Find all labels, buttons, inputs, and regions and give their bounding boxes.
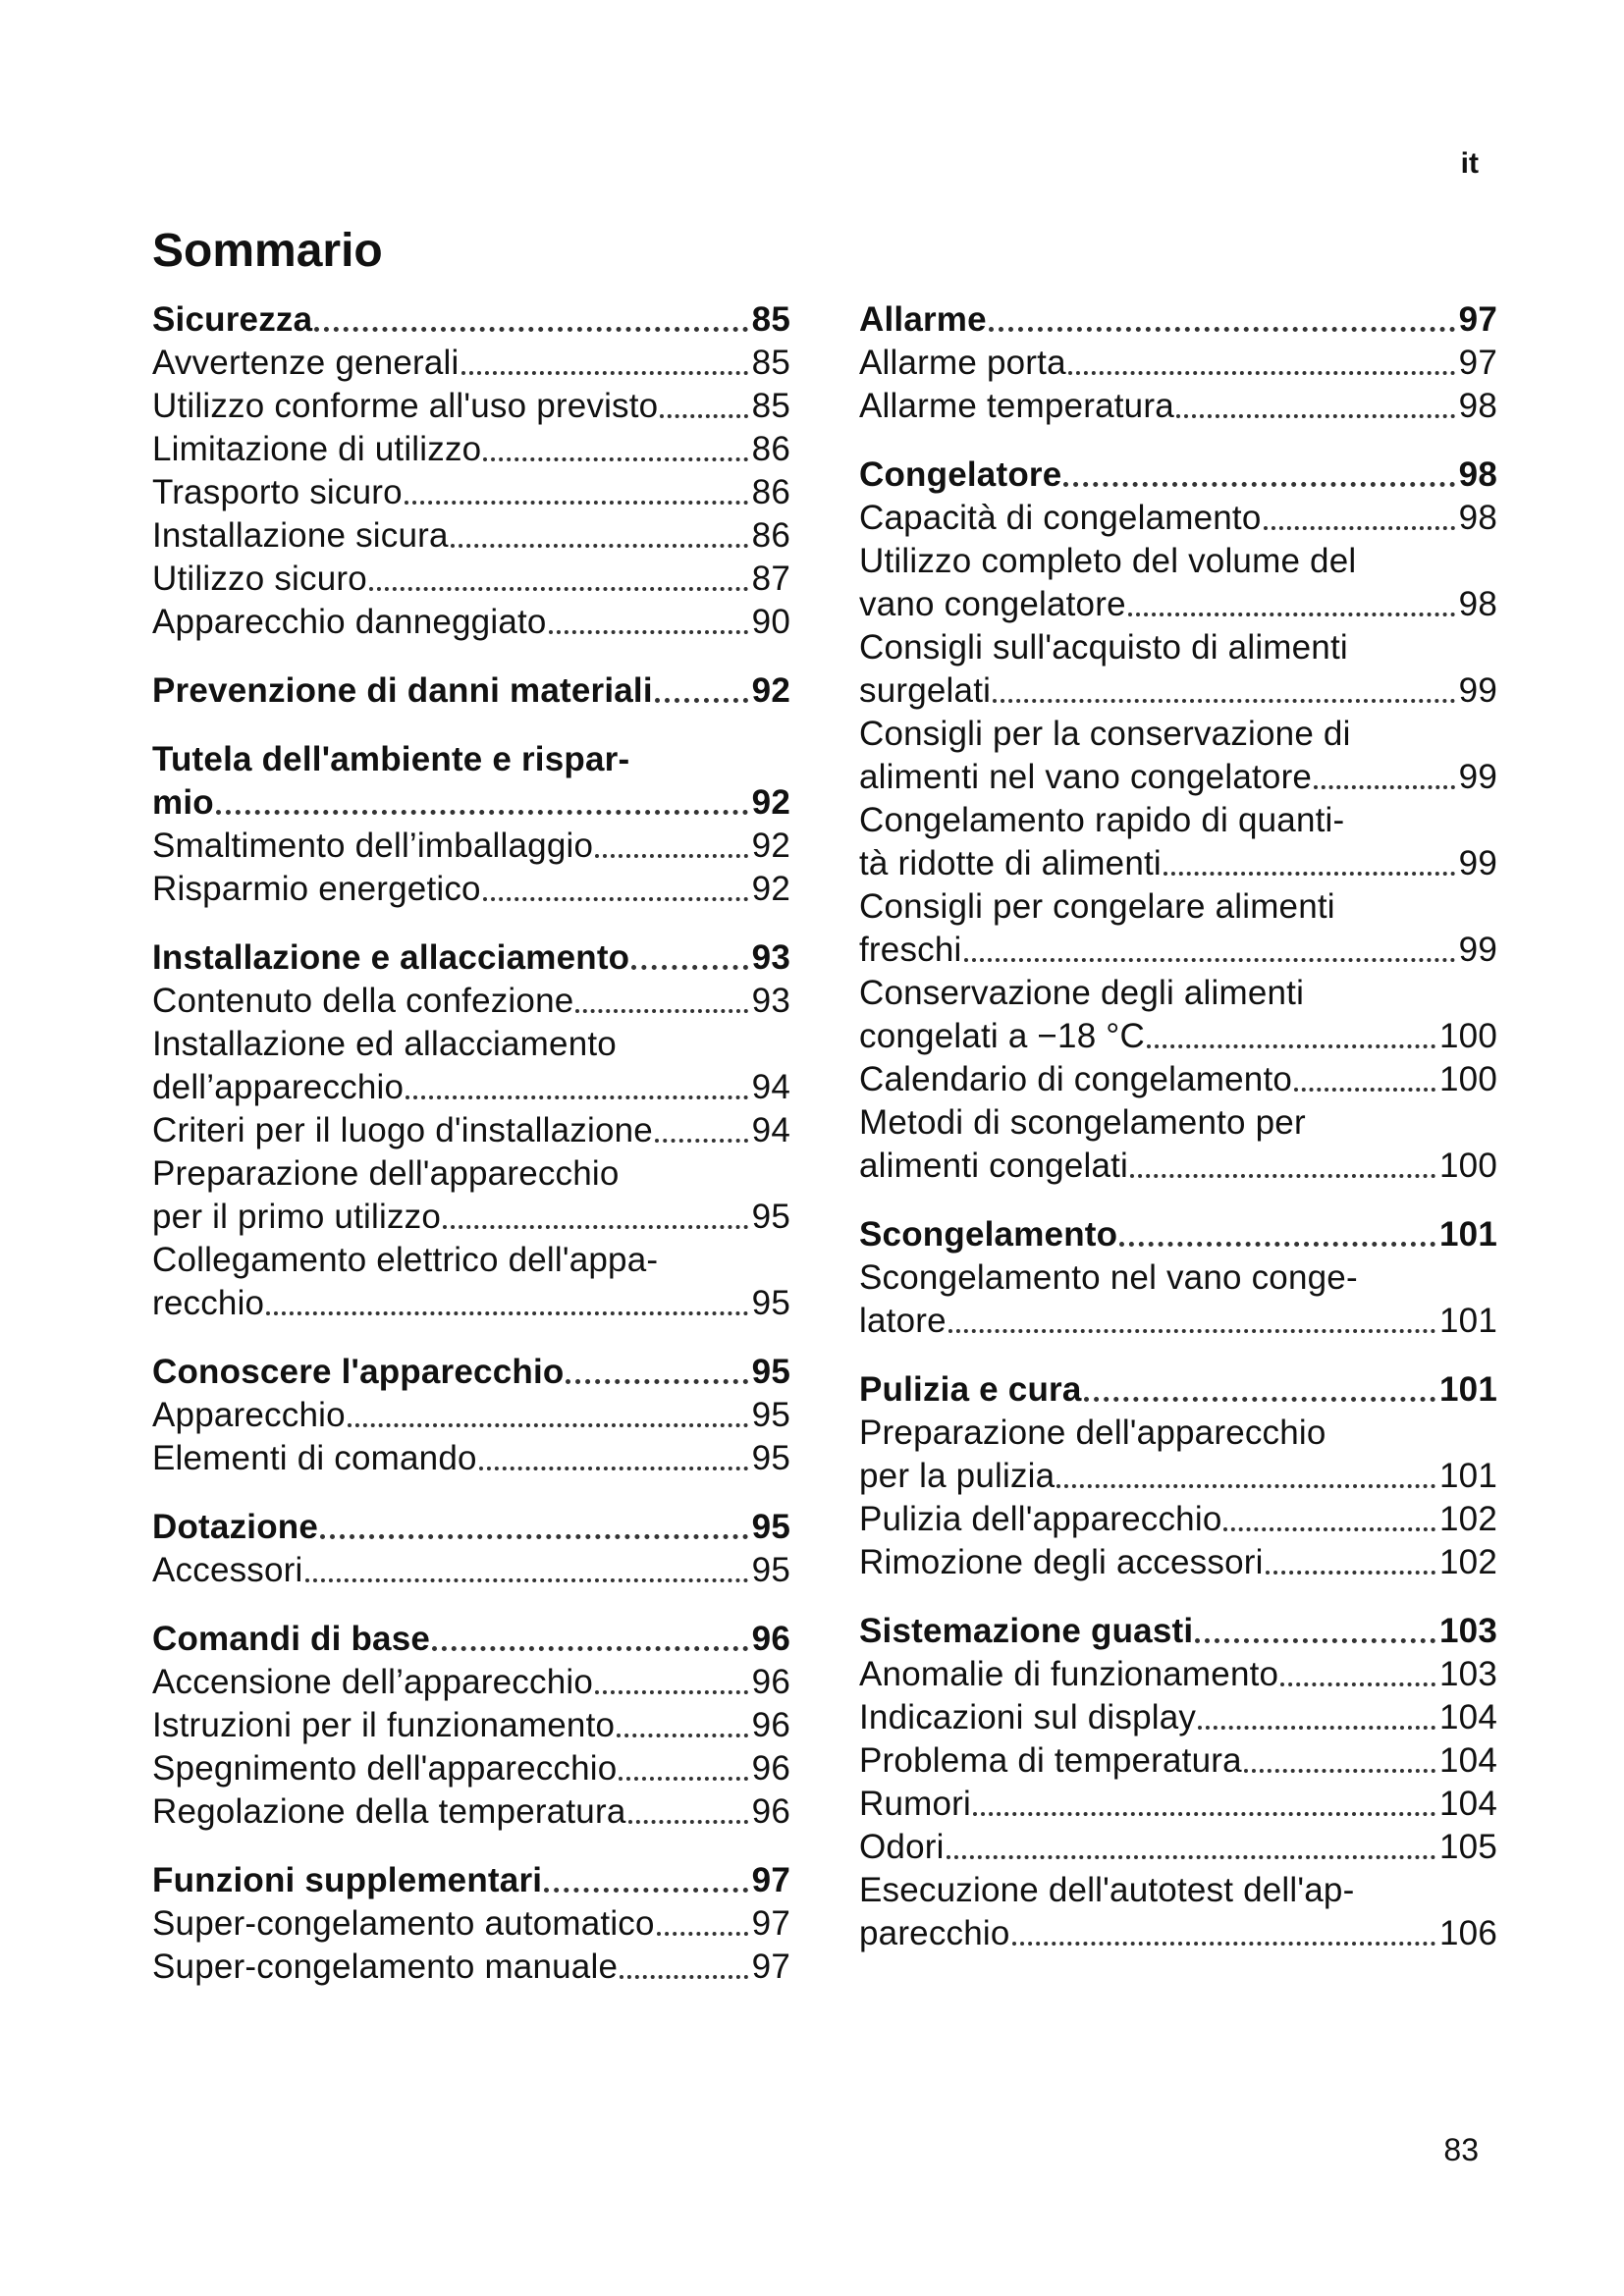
dot-leader: [348, 1423, 748, 1427]
toc-entry-text: Elementi di comando: [152, 1439, 477, 1477]
toc-page-number: 100: [1439, 1060, 1497, 1098]
toc-entry[interactable]: [152, 980, 790, 1023]
toc-page-number: 97: [1458, 344, 1497, 382]
toc-entry-text: Calendario di congelamento: [859, 1060, 1293, 1098]
toc-section: [152, 298, 790, 644]
toc-entry-text: Regolazione della temperatura: [152, 1792, 626, 1831]
toc-section-heading[interactable]: [859, 1213, 1497, 1256]
toc-section-heading[interactable]: [152, 1351, 790, 1394]
dot-leader: [655, 698, 748, 703]
toc-entry-text: per il primo utilizzo: [152, 1198, 442, 1236]
dot-leader: [1176, 414, 1455, 418]
toc-section: [152, 669, 790, 713]
toc-entry-text: Contenuto della confezione: [152, 982, 574, 1020]
dot-leader: [1012, 1942, 1435, 1946]
toc-page-number: 103: [1439, 1655, 1497, 1693]
toc-entry[interactable]: [152, 428, 790, 471]
dot-leader: [443, 1225, 748, 1229]
toc-entry[interactable]: [859, 1541, 1497, 1584]
toc-page-number: 92: [751, 783, 790, 822]
toc-section-heading[interactable]: [859, 298, 1497, 342]
toc-entry[interactable]: [152, 514, 790, 558]
toc-page-number: 96: [751, 1749, 790, 1788]
dot-leader: [620, 1975, 748, 1979]
toc-entry-text: Istruzioni per il funzionamento: [152, 1706, 616, 1744]
dot-leader: [461, 371, 748, 375]
toc-section: [152, 738, 790, 911]
toc-entry[interactable]: [152, 1902, 790, 1946]
toc-entry-text: congelati a −18 °C: [859, 1017, 1145, 1055]
toc-page-number: 94: [751, 1068, 790, 1106]
toc-section: [859, 1610, 1497, 1955]
dot-leader: [1244, 1769, 1435, 1773]
toc-section: [152, 1859, 790, 1989]
toc-entry-text: Prevenzione di danni materiali: [152, 671, 653, 710]
dot-leader: [617, 1734, 747, 1737]
toc-page-number: 93: [751, 938, 790, 977]
toc-entry-text: Criteri per il luogo d'installazione: [152, 1111, 653, 1149]
toc-page-number: 100: [1439, 1147, 1497, 1185]
dot-leader: [1164, 872, 1455, 876]
toc-entry[interactable]: [152, 1109, 790, 1152]
toc-entry-text: mio: [152, 783, 214, 822]
toc-entry-text: surgelati: [859, 671, 992, 710]
toc-page-number: 96: [751, 1792, 790, 1831]
toc-page-number: 101: [1439, 1215, 1497, 1254]
toc-entry[interactable]: [859, 1101, 1497, 1188]
toc-entry-text: Pulizia e cura: [859, 1370, 1082, 1409]
toc-page-number: 98: [1458, 499, 1497, 537]
toc-entry[interactable]: [152, 1394, 790, 1437]
toc-entry-text: dell’apparecchio: [152, 1068, 405, 1106]
toc-entry-text: Capacità di congelamento: [859, 499, 1262, 537]
toc-entry-text: Sicurezza: [152, 300, 313, 339]
toc-entry[interactable]: [859, 1498, 1497, 1541]
toc-entry[interactable]: [152, 1946, 790, 1989]
dot-leader: [948, 1329, 1435, 1333]
dot-leader: [619, 1777, 747, 1781]
toc-entry-text: Installazione e allacciamento: [152, 938, 630, 977]
toc-entry-text: Accessori: [152, 1551, 303, 1589]
toc-entry[interactable]: [152, 1437, 790, 1480]
toc-page-number: 95: [751, 1551, 790, 1589]
toc-entry[interactable]: [859, 1869, 1497, 1955]
toc-page-number: 103: [1439, 1612, 1497, 1650]
toc-entry[interactable]: [859, 1739, 1497, 1783]
toc-entry-text: Super-congelamento manuale: [152, 1948, 619, 1986]
toc-entry-text-line: Tutela dell'ambiente e rispar-: [152, 740, 630, 778]
toc-entry[interactable]: [859, 342, 1497, 385]
dot-leader: [1266, 1571, 1435, 1575]
dot-leader: [1195, 1638, 1435, 1643]
dot-leader: [1130, 1174, 1435, 1178]
toc-page-number: 99: [1458, 931, 1497, 969]
toc-entry-text-line: Esecuzione dell'autotest dell'ap-: [859, 1871, 1355, 1909]
dot-leader: [1119, 1242, 1435, 1247]
dot-leader: [544, 1888, 747, 1893]
dot-leader: [483, 897, 748, 901]
toc-section: [152, 1506, 790, 1592]
toc-section-heading[interactable]: [859, 1610, 1497, 1653]
dot-leader: [479, 1467, 748, 1470]
toc-entry-text: Allarme: [859, 300, 987, 339]
toc-page-number: 102: [1439, 1500, 1497, 1538]
toc-section-heading[interactable]: [152, 1618, 790, 1661]
toc-section: [152, 1351, 790, 1480]
toc-entry-text: Utilizzo conforme all'uso previsto: [152, 387, 659, 425]
toc-entry[interactable]: [859, 1783, 1497, 1826]
toc-entry-text: Rimozione degli accessori: [859, 1543, 1264, 1581]
toc-entry-text: alimenti congelati: [859, 1147, 1129, 1185]
toc-entry[interactable]: [859, 972, 1497, 1058]
toc-entry-text-line: Utilizzo completo del volume del: [859, 542, 1357, 580]
dot-leader: [655, 1139, 748, 1143]
toc-entry-text: Allarme temperatura: [859, 387, 1174, 425]
toc-page-number: 101: [1439, 1370, 1497, 1409]
dot-leader: [631, 965, 747, 970]
toc-entry-text: Rumori: [859, 1785, 971, 1823]
toc-entry-text: Apparecchio danneggiato: [152, 603, 547, 641]
toc-entry-text-line: Installazione ed allacciamento: [152, 1025, 617, 1063]
dot-leader: [320, 1534, 748, 1539]
dot-leader: [628, 1820, 748, 1824]
dot-leader: [973, 1812, 1435, 1816]
dot-leader: [432, 1646, 748, 1651]
toc-entry[interactable]: [152, 342, 790, 385]
dot-leader: [989, 327, 1455, 332]
toc-page-number: 99: [1458, 758, 1497, 796]
toc-page-number: 95: [751, 1284, 790, 1322]
toc-page-number: 104: [1439, 1698, 1497, 1736]
toc-section-heading[interactable]: [152, 298, 790, 342]
toc-section-heading[interactable]: [152, 1859, 790, 1902]
toc-page-number: 85: [751, 300, 790, 339]
dot-leader: [305, 1578, 748, 1582]
toc-entry-text: Super-congelamento automatico: [152, 1904, 655, 1943]
dot-leader: [1056, 1484, 1435, 1488]
toc-column-left: [152, 298, 790, 2014]
toc-entry-text: Problema di temperatura: [859, 1741, 1242, 1780]
dot-leader: [964, 958, 1455, 962]
dot-leader: [1223, 1527, 1435, 1531]
dot-leader: [947, 1855, 1435, 1859]
dot-leader: [549, 630, 748, 634]
toc-entry[interactable]: [859, 540, 1497, 626]
toc-entry-text: Comandi di base: [152, 1620, 431, 1658]
toc-entry-text-line: Preparazione dell'apparecchio: [152, 1154, 620, 1193]
toc-section: [859, 1213, 1497, 1343]
toc-entry-text: Accensione dell’apparecchio: [152, 1663, 594, 1701]
page-title: Sommario: [152, 225, 383, 277]
dot-leader: [1063, 482, 1454, 487]
toc-entry-text: recchio: [152, 1284, 265, 1322]
toc-page-number: 96: [751, 1620, 790, 1658]
toc-section-heading[interactable]: [859, 454, 1497, 497]
toc-page-number: 87: [751, 560, 790, 598]
toc-entry-text: alimenti nel vano congelatore: [859, 758, 1313, 796]
toc-page-number: 105: [1439, 1828, 1497, 1866]
toc-entry-text: Allarme porta: [859, 344, 1066, 382]
toc-page-number: 86: [751, 430, 790, 468]
toc-page-number: 104: [1439, 1741, 1497, 1780]
dot-leader: [216, 810, 748, 815]
dot-leader: [1198, 1726, 1435, 1730]
toc-page-number: 95: [751, 1508, 790, 1546]
toc-entry-text: Limitazione di utilizzo: [152, 430, 482, 468]
dot-leader: [1294, 1088, 1435, 1092]
toc-section-heading[interactable]: [152, 936, 790, 980]
toc-page-number: 102: [1439, 1543, 1497, 1581]
toc-page-number: 92: [751, 870, 790, 908]
toc-entry-text-line: Consigli per la conservazione di: [859, 715, 1351, 753]
toc-page-number: 97: [751, 1904, 790, 1943]
toc-page-number: 92: [751, 827, 790, 865]
toc-entry-text: Congelatore: [859, 455, 1062, 494]
toc-entry-text: Smaltimento dell’imballaggio: [152, 827, 594, 865]
toc-entry-text: Dotazione: [152, 1508, 319, 1546]
toc-entry[interactable]: [152, 1023, 790, 1109]
toc-entry[interactable]: [859, 1653, 1497, 1696]
toc-page-number: 96: [751, 1706, 790, 1744]
toc-entry[interactable]: [859, 385, 1497, 428]
toc-page-number: 94: [751, 1111, 790, 1149]
toc-entry[interactable]: [859, 1256, 1497, 1343]
toc-entry-text-line: Collegamento elettrico dell'appa-: [152, 1241, 659, 1279]
toc-section-heading[interactable]: [152, 1506, 790, 1549]
toc-entry-text: Avvertenze generali: [152, 344, 460, 382]
dot-leader: [657, 1932, 748, 1936]
toc-entry[interactable]: [152, 825, 790, 868]
toc-entry-text: latore: [859, 1302, 947, 1340]
toc-entry[interactable]: [152, 1661, 790, 1704]
dot-leader: [1068, 371, 1455, 375]
dot-leader: [595, 854, 748, 858]
toc-section: [859, 1368, 1497, 1584]
dot-leader: [451, 544, 748, 548]
toc-entry-text: Trasporto sicuro: [152, 473, 403, 511]
toc-entry-text: freschi: [859, 931, 962, 969]
dot-leader: [566, 1379, 747, 1384]
toc-entry-text-line: Metodi di scongelamento per: [859, 1103, 1306, 1142]
dot-leader: [575, 1009, 747, 1013]
toc-entry[interactable]: [152, 868, 790, 911]
toc-entry[interactable]: [152, 1549, 790, 1592]
dot-leader: [660, 414, 747, 418]
toc-section: [859, 298, 1497, 428]
dot-leader: [1128, 613, 1455, 616]
toc-entry[interactable]: [152, 1704, 790, 1747]
toc-entry-text: Odori: [859, 1828, 945, 1866]
dot-leader: [369, 587, 748, 591]
toc-entry[interactable]: [859, 497, 1497, 540]
toc-entry-text: Spegnimento dell'apparecchio: [152, 1749, 618, 1788]
toc-page-number: 98: [1458, 455, 1497, 494]
toc-page-number: 90: [751, 603, 790, 641]
page-number: 83: [1443, 2132, 1479, 2167]
toc-section-heading[interactable]: [152, 738, 790, 825]
toc-section-heading[interactable]: [152, 669, 790, 713]
dot-leader: [1280, 1682, 1435, 1686]
toc-entry-text: Utilizzo sicuro: [152, 560, 367, 598]
toc-column-right: [859, 298, 1497, 1981]
toc-page-number: 98: [1458, 585, 1497, 623]
toc-section: [152, 936, 790, 1325]
toc-entry-text: Installazione sicura: [152, 516, 449, 555]
toc-entry[interactable]: [152, 601, 790, 644]
toc-entry-text: Conoscere l'apparecchio: [152, 1353, 565, 1391]
toc-page-number: 99: [1458, 844, 1497, 882]
toc-entry-text: Scongelamento: [859, 1215, 1118, 1254]
toc-page-number: 97: [1458, 300, 1497, 339]
toc-entry-text-line: Consigli per congelare alimenti: [859, 887, 1335, 926]
toc-entry-text: Pulizia dell'apparecchio: [859, 1500, 1222, 1538]
toc-entry-text: Apparecchio: [152, 1396, 346, 1434]
toc-entry[interactable]: [859, 1058, 1497, 1101]
toc-entry-text: Sistemazione guasti: [859, 1612, 1194, 1650]
toc-page-number: 86: [751, 473, 790, 511]
dot-leader: [1264, 526, 1455, 530]
toc-entry[interactable]: [859, 713, 1497, 799]
toc-entry-text: Anomalie di funzionamento: [859, 1655, 1279, 1693]
toc-page-number: 96: [751, 1663, 790, 1701]
toc-page-number: 95: [751, 1353, 790, 1391]
toc-page-number: 93: [751, 982, 790, 1020]
toc-page-number: 98: [1458, 387, 1497, 425]
toc-entry-text-line: Congelamento rapido di quanti-: [859, 801, 1345, 839]
toc-entry-text: Risparmio energetico: [152, 870, 481, 908]
toc-entry[interactable]: [859, 799, 1497, 885]
toc-page-number: 97: [751, 1861, 790, 1899]
toc-entry[interactable]: [152, 1790, 790, 1834]
toc-entry[interactable]: [152, 1152, 790, 1239]
toc-page-number: 92: [751, 671, 790, 710]
toc-page-number: 104: [1439, 1785, 1497, 1823]
toc-page-number: 95: [751, 1439, 790, 1477]
toc-entry[interactable]: [859, 1826, 1497, 1869]
toc-page-number: 95: [751, 1396, 790, 1434]
toc-entry[interactable]: [152, 558, 790, 601]
toc-entry-text: Funzioni supplementari: [152, 1861, 543, 1899]
toc-page-number: 86: [751, 516, 790, 555]
dot-leader: [1314, 785, 1455, 789]
toc-entry-text: Indicazioni sul display: [859, 1698, 1197, 1736]
toc-page-number: 106: [1439, 1914, 1497, 1952]
toc-page-number: 101: [1439, 1457, 1497, 1495]
toc-page-number: 95: [751, 1198, 790, 1236]
dot-leader: [405, 501, 748, 505]
toc-entry-text-line: Conservazione degli alimenti: [859, 974, 1305, 1012]
toc-page-number: 99: [1458, 671, 1497, 710]
toc-page-number: 85: [751, 344, 790, 382]
toc-section: [152, 1618, 790, 1834]
toc-entry-text-line: Preparazione dell'apparecchio: [859, 1414, 1326, 1452]
toc-section: [859, 454, 1497, 1188]
dot-leader: [314, 327, 747, 332]
dot-leader: [406, 1095, 748, 1099]
toc-entry-text: per la pulizia: [859, 1457, 1056, 1495]
toc-entry[interactable]: [859, 626, 1497, 713]
toc-entry[interactable]: [152, 385, 790, 428]
toc-page-number: 101: [1439, 1302, 1497, 1340]
dot-leader: [1147, 1044, 1435, 1048]
toc-entry-text: vano congelatore: [859, 585, 1126, 623]
dot-leader: [595, 1690, 748, 1694]
language-label: it: [1460, 147, 1479, 180]
toc-entry[interactable]: [859, 1696, 1497, 1739]
toc-entry[interactable]: [152, 1239, 790, 1325]
toc-entry[interactable]: [152, 1747, 790, 1790]
toc-entry[interactable]: [859, 885, 1497, 972]
dot-leader: [993, 699, 1455, 703]
toc-page-number: 97: [751, 1948, 790, 1986]
toc-section-heading[interactable]: [859, 1368, 1497, 1412]
toc-entry-text: tà ridotte di alimenti: [859, 844, 1162, 882]
dot-leader: [1084, 1397, 1435, 1402]
toc-page-number: 85: [751, 387, 790, 425]
toc-page-number: 100: [1439, 1017, 1497, 1055]
toc-entry-text-line: Scongelamento nel vano conge-: [859, 1258, 1358, 1297]
toc-entry[interactable]: [152, 471, 790, 514]
dot-leader: [483, 457, 747, 461]
toc-entry-text: parecchio: [859, 1914, 1010, 1952]
dot-leader: [266, 1311, 747, 1315]
toc-entry-text-line: Consigli sull'acquisto di alimenti: [859, 628, 1348, 667]
toc-entry[interactable]: [859, 1412, 1497, 1498]
